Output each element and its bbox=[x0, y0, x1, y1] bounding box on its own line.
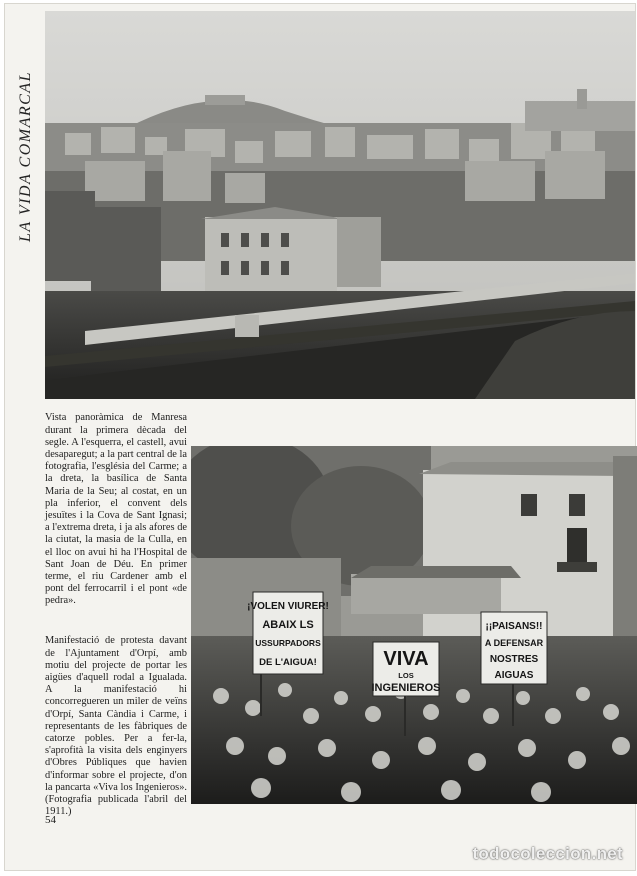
watermark: todocoleccion.net bbox=[472, 844, 623, 863]
sign-left-line-2: ABAIX LS bbox=[262, 619, 314, 631]
sign-left-line-4: DE L'AIGUA! bbox=[259, 657, 317, 668]
sign-center-line-2: LOS bbox=[398, 671, 414, 680]
orpi-protest-photo bbox=[191, 446, 637, 804]
sign-left-line-3: USSURPADORS bbox=[255, 638, 321, 648]
sign-center-line-1: VIVA bbox=[383, 648, 429, 670]
sign-left-line-1: ¡VOLEN VIURER! bbox=[247, 601, 329, 612]
sign-right-line-4: AIGUAS bbox=[494, 670, 534, 681]
panorama-caption: Vista panoràmica de Manresa durant la primera dècada del segle. A l'esquerra, el castell, avui desaparegut; a la part central de la fotografia, l'església del Carme; a la dreta, la basílica de Santa Maria de la Seu; al costat, en un pla inferior, el convent dels jesuïtes i la Cova de Sant Ignasi; a l'extrema dreta, i ja als afores de la ciutat, la masia de la Culla, en el lloc on avui hi ha l'Hospital de Sant Joan de Déu. En primer terme, el riu Cardener amb el pont del ferrocarril i el pont «de pedra». bbox=[45, 412, 187, 607]
sign-right-line-2: A DEFENSAR bbox=[484, 638, 544, 648]
sign-right-line-3: NOSTRES bbox=[489, 654, 539, 665]
manresa-panorama-image bbox=[45, 11, 635, 399]
protest-caption: Manifestació de protesta davant de l'Ajuntament d'Orpí, amb motiu del projecte de portar les aigües d'aquell rodal a Igualada. A la manifestació hi concorregueren un miler de veïns d'Orpí, Santa Càndia i Carme, i representants de les fàbriques de catorze pobles. Per a fer-la, s'aprofità la visita dels enginyers d'Obres Públiques que havien d'informar sobre el projecte, d'on la pancarta «Viva los Ingenieros». (Fotografia publicada l'abril del 1911.) bbox=[45, 635, 187, 818]
sign-center-line-3: INGENIEROS bbox=[371, 682, 441, 694]
page-number: 54 bbox=[45, 814, 56, 826]
manresa-panorama-photo bbox=[45, 11, 635, 399]
sign-right-line-1: ¡¡PAISANS!! bbox=[485, 621, 543, 632]
magazine-page bbox=[4, 3, 636, 871]
orpi-protest-image bbox=[191, 446, 637, 804]
section-title: LA VIDA COMARCAL bbox=[17, 71, 34, 242]
